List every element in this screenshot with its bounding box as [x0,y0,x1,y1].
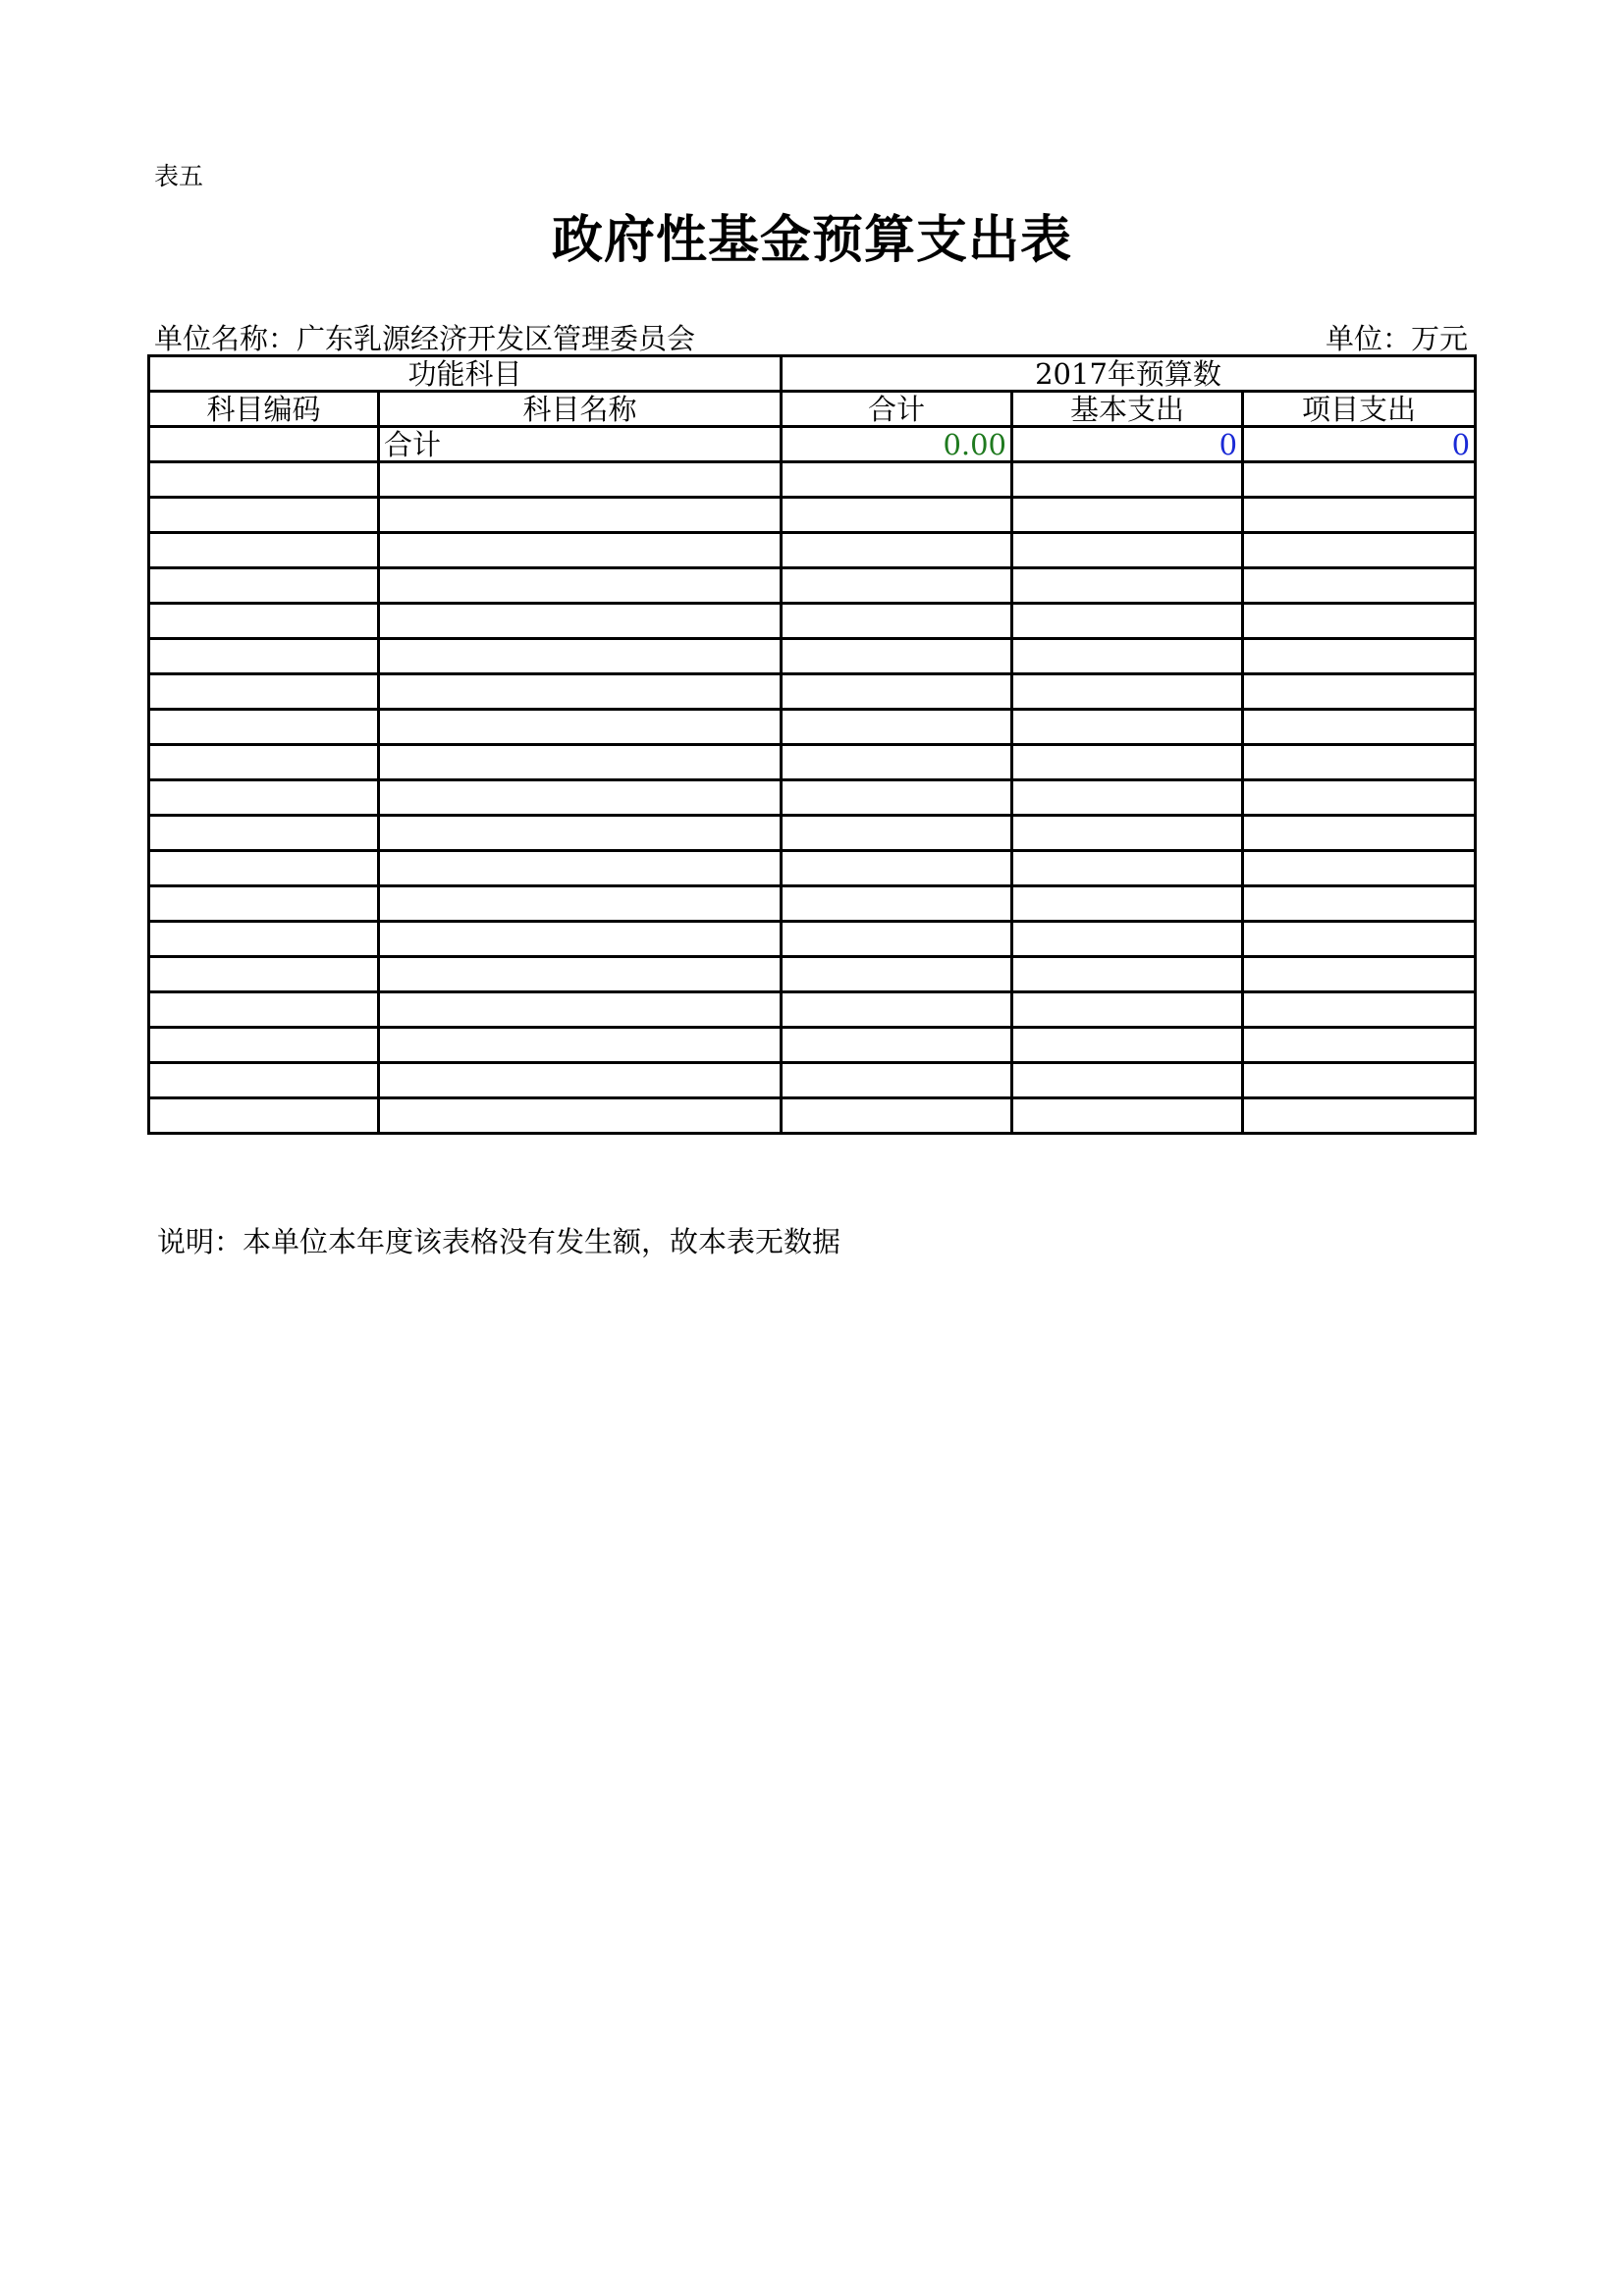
unit-name: 单位名称：广东乳源经济开发区管理委员会 [154,322,696,355]
empty-cell [149,957,379,992]
empty-row [149,886,1476,922]
empty-cell [1012,1098,1243,1134]
note: 说明：本单位本年度该表格没有发生额，故本表无数据 [157,1225,841,1258]
empty-cell [379,710,782,745]
empty-cell [149,851,379,886]
empty-cell [149,533,379,568]
empty-row [149,674,1476,710]
empty-row [149,604,1476,639]
empty-cell [1012,1063,1243,1098]
header-project-expense: 项目支出 [1243,392,1476,427]
empty-cell [1243,710,1476,745]
header-group-row [149,356,1476,392]
empty-cell [149,568,379,604]
empty-cell [782,957,1012,992]
empty-cell [379,745,782,780]
total-row-name: 合计 [379,427,782,462]
empty-cell [379,780,782,816]
table-label: 表五 [154,162,204,190]
empty-cell [149,639,379,674]
empty-cell [379,568,782,604]
empty-cell [379,922,782,957]
page-title: 政府性基金预算支出表 [551,210,1072,270]
empty-cell [1243,922,1476,957]
total-row-code [149,427,379,462]
empty-cell [149,604,379,639]
empty-cell [1012,957,1243,992]
empty-cell [782,568,1012,604]
unit-label: 单位：万元 [1325,322,1468,355]
empty-row [149,710,1476,745]
header-subject-code: 科目编码 [149,392,379,427]
empty-row [149,1028,1476,1063]
empty-cell [1243,639,1476,674]
total-row-basic: 0 [1012,427,1243,462]
empty-cell [379,604,782,639]
empty-cell [782,639,1012,674]
empty-cell [379,1028,782,1063]
empty-cell [1243,1098,1476,1134]
header-function-subject: 功能科目 [149,356,782,392]
empty-cell [149,498,379,533]
empty-cell [782,1098,1012,1134]
empty-cell [379,992,782,1028]
empty-cell [1243,1028,1476,1063]
empty-cell [149,1063,379,1098]
empty-cell [149,462,379,498]
empty-cell [1012,710,1243,745]
empty-cell [1012,992,1243,1028]
empty-row [149,851,1476,886]
empty-cell [782,674,1012,710]
empty-cell [782,498,1012,533]
total-row-total: 0.00 [782,427,1012,462]
total-row-project: 0 [1243,427,1476,462]
empty-cell [379,498,782,533]
empty-cell [782,851,1012,886]
empty-cell [1243,604,1476,639]
empty-cell [782,1028,1012,1063]
empty-cell [1012,568,1243,604]
header-total: 合计 [782,392,1012,427]
empty-row [149,922,1476,957]
empty-cell [379,957,782,992]
empty-row [149,957,1476,992]
empty-cell [379,1098,782,1134]
empty-cell [149,1098,379,1134]
empty-cell [149,780,379,816]
empty-cell [782,745,1012,780]
empty-cell [1012,745,1243,780]
header-budget-2017: 2017年预算数 [782,356,1476,392]
budget-table [147,354,1477,1135]
empty-row [149,462,1476,498]
empty-cell [1243,780,1476,816]
empty-cell [379,639,782,674]
empty-cell [1012,533,1243,568]
header-subject-name: 科目名称 [379,392,782,427]
empty-row [149,568,1476,604]
empty-cell [782,604,1012,639]
header-column-row [149,392,1476,427]
empty-cell [1243,851,1476,886]
empty-row [149,639,1476,674]
empty-cell [1012,674,1243,710]
empty-cell [782,462,1012,498]
empty-cell [1012,498,1243,533]
empty-cell [1243,674,1476,710]
empty-cell [1243,568,1476,604]
empty-cell [379,816,782,851]
meta-row [154,322,1468,355]
header-basic-expense: 基本支出 [1012,392,1243,427]
empty-cell [149,886,379,922]
empty-cell [1243,1063,1476,1098]
empty-cell [149,1028,379,1063]
empty-cell [1243,992,1476,1028]
empty-cell [149,992,379,1028]
empty-cell [149,745,379,780]
empty-cell [1012,851,1243,886]
empty-cell [782,1063,1012,1098]
empty-cell [1012,462,1243,498]
empty-cell [1012,780,1243,816]
empty-cell [379,674,782,710]
empty-row [149,533,1476,568]
empty-cell [1012,922,1243,957]
empty-row [149,780,1476,816]
empty-cell [1012,816,1243,851]
empty-cell [1243,498,1476,533]
empty-cell [782,886,1012,922]
empty-cell [782,533,1012,568]
empty-cell [1243,745,1476,780]
empty-cell [379,1063,782,1098]
empty-cell [379,462,782,498]
empty-cell [1243,462,1476,498]
empty-cell [1012,604,1243,639]
empty-cell [1243,886,1476,922]
empty-row [149,992,1476,1028]
empty-cell [149,674,379,710]
empty-cell [782,992,1012,1028]
empty-cell [1243,957,1476,992]
empty-cell [1243,816,1476,851]
empty-cell [1012,886,1243,922]
empty-row [149,745,1476,780]
empty-cell [379,851,782,886]
empty-cell [782,710,1012,745]
empty-row [149,498,1476,533]
empty-cell [1012,1028,1243,1063]
empty-row [149,1098,1476,1134]
empty-cell [782,922,1012,957]
empty-cell [149,922,379,957]
empty-cell [782,816,1012,851]
empty-cell [149,710,379,745]
empty-cell [1243,533,1476,568]
empty-row [149,816,1476,851]
total-row [149,427,1476,462]
empty-cell [1012,639,1243,674]
empty-cell [782,780,1012,816]
empty-cell [379,886,782,922]
empty-cell [149,816,379,851]
empty-row [149,1063,1476,1098]
empty-cell [379,533,782,568]
